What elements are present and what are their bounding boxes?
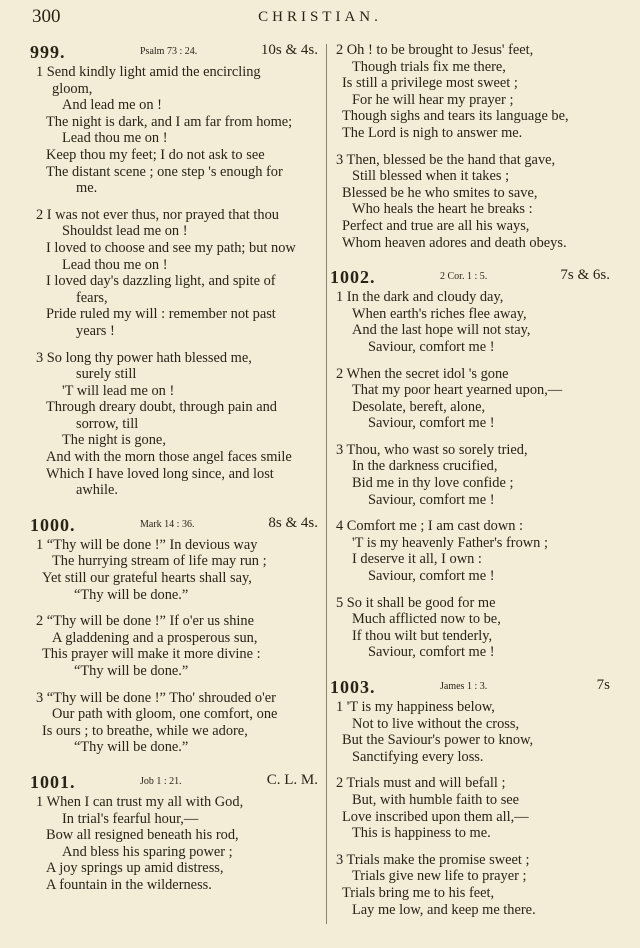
- verse-line: Much afflicted now to be,: [352, 611, 501, 628]
- hymn-spacer: [330, 661, 612, 677]
- hymn-number: 1000.: [30, 514, 76, 535]
- verse-line: I loved to choose and see my path; but now: [46, 239, 296, 256]
- hymn-verse: [330, 775, 612, 841]
- verse-line: I deserve it all, I own :: [352, 551, 482, 568]
- column-divider: [326, 44, 327, 924]
- verse-spacer: [330, 842, 612, 852]
- verse-line: “Thy will be done.”: [74, 663, 189, 679]
- verse-line: 3 “Thy will be done !” Tho' shrouded o'er: [36, 689, 276, 706]
- verse-line: Saviour, comfort me !: [368, 491, 495, 508]
- verse-line: Still blessed when it takes ;: [352, 168, 510, 185]
- hymn-verse: [330, 442, 612, 508]
- verse-line: 1 When I can trust my all with God,: [36, 793, 244, 810]
- hymn-header: [30, 42, 320, 64]
- verse-line: 2 Oh ! to be brought to Jesus' feet,: [336, 42, 534, 58]
- verse-line: “Thy will be done.”: [74, 739, 189, 756]
- verse-line: A joy springs up amid distress,: [46, 860, 224, 877]
- verse-line: The Lord is nigh to answer me.: [342, 124, 523, 141]
- right-column: [330, 42, 612, 918]
- verse-line: 4 Comfort me ; I am cast down :: [336, 518, 524, 535]
- hymn-spacer: [330, 251, 612, 267]
- page-number: 300: [32, 6, 61, 27]
- verse-line: This is happiness to me.: [352, 825, 491, 842]
- verse-line: A fountain in the wilderness.: [46, 876, 212, 893]
- verse-line: 2 “Thy will be done !” If o'er us shine: [36, 613, 254, 630]
- hymn-verse: [30, 64, 320, 197]
- verse-line: Though sighs and tears its language be,: [342, 108, 569, 125]
- verse-line: Bid me in thy love confide ;: [352, 475, 514, 492]
- verse-line: 1 “Thy will be done !” In devious way: [36, 536, 258, 553]
- hymn-verse: [330, 518, 612, 584]
- verse-line: awhile.: [76, 482, 118, 499]
- verse-line: Keep thou my feet; I do not ask to see: [46, 146, 265, 163]
- verse-line: Saviour, comfort me !: [368, 415, 495, 432]
- verse-line: The distant scene ; one step 's enough for: [46, 163, 283, 180]
- verse-spacer: [30, 340, 320, 350]
- verse-line: 2 When the secret idol 's gone: [336, 365, 509, 382]
- verse-line: surely still: [76, 366, 137, 383]
- hymn-number: 1001.: [30, 771, 76, 792]
- verse-spacer: [30, 680, 320, 690]
- verse-line: Though trials fix me there,: [352, 58, 506, 75]
- verse-line: 'T will lead me on !: [62, 382, 175, 399]
- verse-line: And bless his sparing power ;: [62, 843, 233, 860]
- verse-line: Is still a privilege most sweet ;: [342, 75, 518, 92]
- verse-spacer: [330, 356, 612, 366]
- verse-line: But, with humble faith to see: [352, 791, 520, 808]
- hymn-meter: 7s: [596, 677, 610, 693]
- verse-line: Saviour, comfort me !: [368, 568, 495, 585]
- verse-line: Not to live without the cross,: [352, 715, 520, 732]
- verse-spacer: [30, 197, 320, 207]
- hymn-verse: [30, 207, 320, 340]
- verse-line: Trials give new life to prayer ;: [352, 868, 527, 885]
- verse-spacer: [330, 508, 612, 518]
- verse-line: 1 Send kindly light amid the encircling: [36, 64, 261, 80]
- hymn-verse: [30, 537, 320, 603]
- verse-line: I loved day's dazzling light, and spite of: [46, 273, 276, 290]
- verse-line: Through dreary doubt, through pain and: [46, 399, 277, 416]
- hymn-verse: [330, 366, 612, 432]
- verse-line: gloom,: [52, 80, 93, 97]
- verse-line: If thou wilt but tenderly,: [352, 627, 493, 644]
- verse-line: Our path with gloom, one comfort, one: [52, 706, 278, 723]
- verse-line: For he will hear my prayer ;: [352, 91, 514, 108]
- verse-line: When earth's riches flee away,: [352, 305, 527, 322]
- verse-line: And lead me on !: [62, 97, 162, 114]
- verse-line: 3 So long thy power hath blessed me,: [36, 349, 252, 366]
- hymn-meter: 7s & 6s.: [560, 267, 610, 284]
- verse-line: 'T is my heavenly Father's frown ;: [352, 534, 548, 551]
- scripture-reference: Psalm 73 : 24.: [140, 46, 198, 57]
- verse-line: Whom heaven adores and death obeys.: [342, 234, 567, 251]
- verse-line: And the last hope will not stay,: [352, 322, 531, 339]
- hymn-verse: [30, 613, 320, 679]
- verse-line: And with the morn those angel faces smile: [46, 449, 292, 466]
- verse-spacer: [330, 142, 612, 152]
- verse-line: The night is gone,: [62, 432, 166, 449]
- running-title: CHRISTIAN.: [258, 9, 382, 25]
- verse-line: 3 Trials make the promise sweet ;: [336, 851, 530, 868]
- verse-line: Love inscribed upon them all,—: [342, 808, 529, 825]
- verse-line: years !: [76, 322, 115, 339]
- hymn-verse: [30, 690, 320, 756]
- verse-spacer: [330, 585, 612, 595]
- verse-line: 2 I was not ever thus, nor prayed that thou: [36, 206, 279, 223]
- verse-line: Who heals the heart he breaks :: [352, 201, 533, 218]
- verse-line: Which I have loved long since, and lost: [46, 465, 274, 482]
- hymn-verse: [30, 350, 320, 499]
- verse-line: 5 So it shall be good for me: [336, 594, 496, 611]
- hymn-meter: 8s & 4s.: [268, 514, 318, 531]
- verse-line: 2 Trials must and will befall ;: [336, 775, 506, 792]
- verse-line: 1 In the dark and cloudy day,: [336, 289, 504, 306]
- hymn-spacer: [30, 756, 320, 772]
- verse-line: me.: [76, 180, 98, 197]
- verse-line: Sanctifying every loss.: [352, 748, 484, 765]
- verse-line: Lead thou me on !: [62, 256, 168, 273]
- verse-line: fears,: [76, 289, 108, 306]
- hymn-header: [330, 267, 612, 289]
- verse-line: That my poor heart yearned upon,—: [352, 382, 563, 399]
- verse-line: Is ours ; to breathe, while we adore,: [42, 722, 248, 739]
- verse-line: Trials bring me to his feet,: [342, 884, 495, 901]
- verse-line: Saviour, comfort me !: [368, 338, 495, 355]
- verse-line: In the darkness crucified,: [352, 458, 498, 475]
- hymn-spacer: [30, 499, 320, 515]
- hymn-verse: [330, 595, 612, 661]
- hymn-verse: [330, 152, 612, 252]
- verse-line: Saviour, comfort me !: [368, 644, 495, 661]
- verse-line: 3 Then, blessed be the hand that gave,: [336, 151, 556, 168]
- hymn-number: 1002.: [330, 267, 376, 288]
- verse-spacer: [330, 765, 612, 775]
- verse-line: Blessed be he who smites to save,: [342, 184, 538, 201]
- verse-line: The hurrying stream of life may run ;: [52, 553, 267, 570]
- left-column: [30, 42, 320, 894]
- hymn-verse: [330, 852, 612, 918]
- verse-line: A gladdening and a prosperous sun,: [52, 629, 258, 646]
- scripture-reference: 2 Cor. 1 : 5.: [440, 271, 488, 283]
- hymn-verse: [330, 699, 612, 765]
- hymn-header: [330, 677, 612, 699]
- verse-line: Shouldst lead me on !: [62, 223, 188, 240]
- scripture-reference: Job 1 : 21.: [140, 775, 182, 787]
- verse-line: Yet still our grateful hearts shall say,: [42, 570, 252, 587]
- verse-line: This prayer will make it more divine :: [42, 646, 261, 663]
- verse-line: “Thy will be done.”: [74, 586, 189, 603]
- verse-spacer: [30, 603, 320, 613]
- verse-line: 3 Thou, who wast so sorely tried,: [336, 441, 528, 458]
- hymn-meter: C. L. M.: [266, 771, 318, 788]
- verse-line: Desolate, bereft, alone,: [352, 398, 486, 415]
- hymn-verse: [330, 289, 612, 355]
- verse-line: Lead thou me on !: [62, 130, 168, 147]
- page-header: [0, 6, 640, 32]
- hymn-number: 999.: [30, 42, 66, 62]
- hymn-header: [30, 515, 320, 537]
- verse-line: 1 'T is my happiness below,: [336, 699, 495, 715]
- hymn-meter: 10s & 4s.: [260, 42, 318, 58]
- scripture-reference: Mark 14 : 36.: [140, 518, 195, 530]
- hymn-header: [30, 772, 320, 794]
- verse-line: sorrow, till: [76, 415, 139, 432]
- verse-line: In trial's fearful hour,—: [62, 810, 199, 827]
- hymn-verse: [330, 42, 612, 142]
- verse-line: Bow all resigned beneath his rod,: [46, 827, 239, 844]
- verse-spacer: [330, 432, 612, 442]
- verse-line: Pride ruled my will : remember not past: [46, 306, 276, 323]
- scripture-reference: James 1 : 3.: [440, 681, 488, 692]
- verse-line: The night is dark, and I am far from home;: [46, 113, 293, 130]
- verse-line: Perfect and true are all his ways,: [342, 217, 530, 234]
- hymn-verse: [30, 794, 320, 894]
- verse-line: Lay me low, and keep me there.: [352, 901, 536, 918]
- hymn-number: 1003.: [330, 677, 376, 697]
- verse-line: But the Saviour's power to know,: [342, 732, 534, 749]
